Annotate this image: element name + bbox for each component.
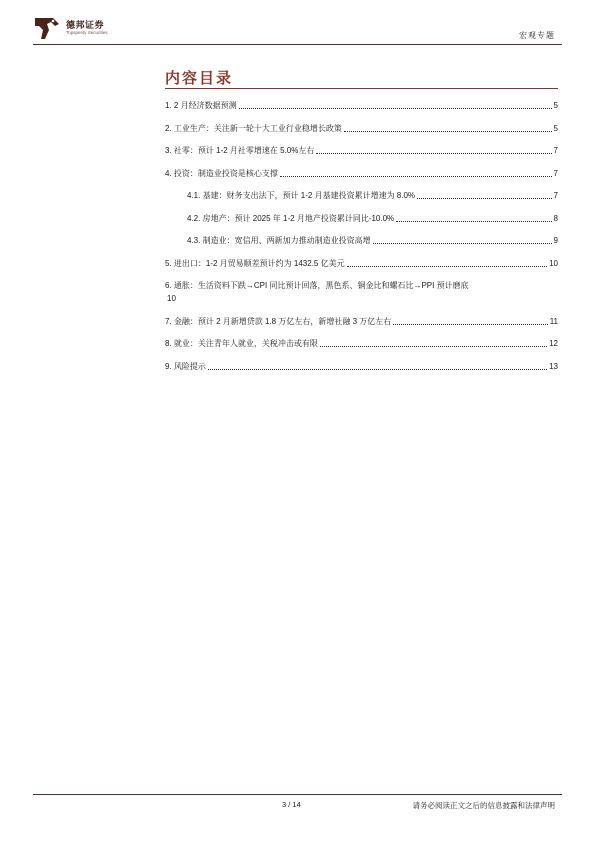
toc-entry-page: 7	[553, 146, 558, 155]
dot-leader	[373, 243, 552, 244]
dot-leader	[396, 221, 551, 222]
footer-divider	[33, 794, 562, 795]
toc-entry[interactable]	[165, 145, 558, 156]
toc-subentry[interactable]	[165, 213, 558, 224]
toc-entry[interactable]	[165, 100, 558, 111]
disclaimer: 请务必阅读正文之后的信息披露和法律声明	[412, 801, 555, 810]
page-number: 3 / 14	[282, 800, 301, 809]
toc-entry-page: 13	[549, 361, 558, 371]
toc-title-divider	[165, 88, 558, 89]
dot-leader	[393, 324, 547, 325]
logo-name: 德邦证券	[66, 20, 105, 30]
toc-entry-title: 9. 风险提示	[165, 361, 206, 371]
toc-entry[interactable]	[165, 280, 558, 291]
table-of-contents	[165, 100, 558, 383]
toc-entry-page: 7	[553, 168, 558, 178]
toc-entry-title: 4.1. 基建：财务支出法下，预计 1-2 月基建投资累计增速为 8.0%	[187, 191, 416, 200]
toc-entry-title: 5. 进出口：1-2 月贸易顺差预计约为 1432.5 亿美元	[165, 258, 345, 268]
toc-entry-title: 4. 投资：制造业投资是核心支撑	[165, 168, 278, 178]
dot-leader	[417, 198, 552, 199]
toc-entry-page: 7	[553, 191, 558, 200]
toc-entry-page: 9	[553, 236, 558, 245]
toc-entry-title: 7. 金融：预计 2 月新增贷款 1.8 万亿左右，新增社融 3 万亿左右	[165, 316, 392, 326]
dot-leader	[344, 131, 552, 132]
report-type: 宏观专题	[519, 31, 555, 40]
toc-entry[interactable]	[165, 123, 558, 134]
toc-subentry[interactable]	[165, 235, 558, 246]
header-divider	[33, 44, 562, 45]
toc-entry[interactable]	[165, 338, 558, 349]
dot-leader	[208, 369, 547, 370]
toc-entry-title: 8. 就业：关注青年人就业，关税冲击或有限	[165, 339, 318, 348]
dot-leader	[280, 176, 552, 177]
logo-subtitle: Topsperity Securities	[66, 30, 108, 35]
dot-leader	[239, 108, 552, 109]
toc-entry-title: 1. 2 月经济数据预测	[165, 101, 237, 110]
toc-entry-page: 10	[549, 258, 558, 268]
dot-leader	[316, 153, 551, 154]
toc-subentry[interactable]	[165, 190, 558, 201]
toc-entry-page: 11	[549, 316, 558, 326]
toc-entry-page: 8	[553, 213, 558, 223]
toc-entry-page: 12	[549, 339, 558, 348]
toc-entry[interactable]	[165, 316, 558, 327]
dot-leader	[320, 346, 547, 347]
toc-entry-title: 4.2. 房地产：预计 2025 年 1-2 月地产投资累计同比-10.0%	[187, 213, 395, 223]
toc-entry-page: 5	[553, 101, 558, 110]
toc-entry-title: 4.3. 制造业：宽信用、两新加力推动制造业投资高增	[187, 236, 371, 245]
toc-entry-title: 3. 社零：预计 1-2 月社零增速在 5.0%左右	[165, 146, 315, 155]
logo-mark-icon	[33, 15, 61, 41]
toc-entry-page[interactable]: 10	[167, 294, 176, 303]
toc-entry[interactable]	[165, 361, 558, 372]
company-logo	[33, 15, 123, 41]
toc-entry-title: 2. 工业生产：关注新一轮十大工业行业稳增长政策	[165, 123, 342, 133]
toc-entry[interactable]	[165, 258, 558, 269]
toc-entry-title: 6. 通胀：生活资料下跌→CPI 同比预计回落，黑色系、铜金比和螺石比→PPI 预计磨底	[165, 281, 469, 290]
toc-entry-page: 5	[553, 123, 558, 133]
dot-leader	[347, 266, 548, 267]
toc-title: 内容目录	[165, 70, 234, 87]
toc-entry[interactable]	[165, 168, 558, 179]
